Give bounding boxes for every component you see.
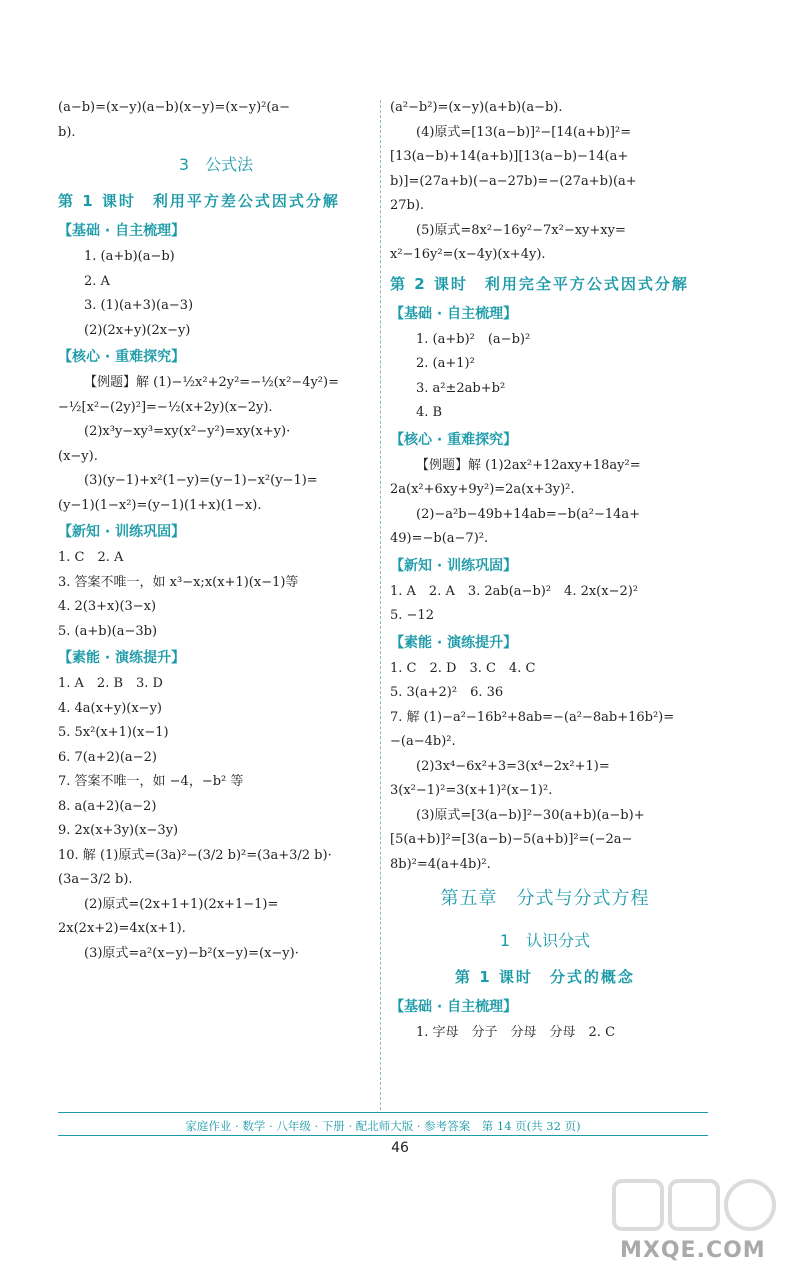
answer-line: (2)(2x+y)(2x−y) bbox=[84, 322, 191, 338]
answer-line: (3)原式=a²(x−y)−b²(x−y)=(x−y)· bbox=[84, 945, 299, 961]
answer-line: 1. A 2. A 3. 2ab(a−b)² 4. 2x(x−2)² bbox=[390, 583, 639, 599]
lesson-title: 第 1 课时 分式的概念 bbox=[455, 968, 635, 986]
answer-line: 7. 解 (1)−a²−16b²+8ab=−(a²−8ab+16b²)= bbox=[390, 709, 675, 725]
section-tag: 【基础 · 自主梳理】 bbox=[390, 305, 518, 322]
answer-line: (4)原式=[13(a−b)]²−[14(a+b)]²= bbox=[416, 124, 632, 140]
answer-line: (5)原式=8x²−16y²−7x²−xy+xy= bbox=[416, 222, 626, 238]
answer-line: x²−16y²=(x−4y)(x+4y). bbox=[390, 247, 546, 262]
answer-line: 3. a²±2ab+b² bbox=[416, 380, 506, 396]
page-number: 46 bbox=[391, 1140, 409, 1156]
answer-line: (3)原式=[3(a−b)]²−30(a+b)(a−b)+ bbox=[416, 807, 645, 823]
footer-rule-top bbox=[58, 1112, 708, 1113]
answer-line: [5(a+b)]²=[3(a−b)−5(a+b)]²=(−2a− bbox=[390, 832, 633, 847]
answer-line: 【例题】解 (1)2ax²+12axy+18ay²= bbox=[416, 457, 641, 473]
answer-line: 49)=−b(a−7)². bbox=[390, 531, 489, 546]
answer-line: 4. 4a(x+y)(x−y) bbox=[58, 700, 162, 716]
lesson-title: 第 1 课时 利用平方差公式因式分解 bbox=[58, 192, 340, 210]
answer-line: 3. 答案不唯一，如 x³−x;x(x+1)(x−1)等 bbox=[58, 574, 299, 590]
answer-line: (a−b)=(x−y)(a−b)(x−y)=(x−y)²(a− bbox=[58, 100, 291, 115]
answer-line: 7. 答案不唯一，如 −4，−b² 等 bbox=[58, 774, 244, 789]
answer-line: (2)3x⁴−6x²+3=3(x⁴−2x²+1)= bbox=[416, 758, 610, 774]
section-tag: 【新知 · 训练巩固】 bbox=[58, 524, 186, 540]
answer-line: (2)−a²b−49b+14ab=−b(a²−14a+ bbox=[416, 506, 641, 522]
answer-line: 8b)²=4(a+4b)². bbox=[390, 856, 491, 872]
section-tag: 【基础 · 自主梳理】 bbox=[58, 223, 186, 239]
footer-rule-bottom bbox=[58, 1135, 708, 1136]
answer-line: 5. (a+b)(a−3b) bbox=[58, 623, 158, 639]
answer-line: 1. A 2. B 3. D bbox=[58, 676, 163, 691]
chapter-title: 第五章 分式与分式方程 bbox=[440, 888, 650, 909]
answer-line: 6. 7(a+2)(a−2) bbox=[58, 749, 157, 765]
answer-line: 1. 字母 分子 分母 分母 2. C bbox=[416, 1025, 616, 1040]
answer-line: 9. 2x(x+3y)(x−3y) bbox=[58, 823, 179, 838]
section-tag: 【素能 · 演练提升】 bbox=[390, 634, 518, 651]
section-tag: 【素能 · 演练提升】 bbox=[58, 650, 186, 666]
answer-line: 10. 解 (1)原式=(3a)²−(3/2 b)²=(3a+3/2 b)· bbox=[58, 847, 332, 863]
answer-line: 4. B bbox=[416, 405, 443, 420]
answer-line: (2)原式=(2x+1+1)(2x+1−1)= bbox=[84, 896, 279, 912]
answer-line: 【例题】解 (1)−½x²+2y²=−½(x²−4y²)= bbox=[84, 375, 339, 390]
answer-line: −(a−4b)². bbox=[390, 734, 456, 749]
answer-line: 1. C 2. D 3. C 4. C bbox=[390, 660, 536, 676]
answer-line: 27b). bbox=[390, 198, 425, 213]
right-column bbox=[390, 96, 700, 1046]
column-divider bbox=[380, 100, 381, 1110]
answer-line: (y−1)(1−x²)=(y−1)(1+x)(1−x). bbox=[58, 497, 262, 513]
answer-line: 1. (a+b)(a−b) bbox=[84, 249, 175, 264]
section-title: 3 公式法 bbox=[178, 155, 254, 174]
answer-line: 5. −12 bbox=[390, 608, 434, 623]
answer-line: (3)(y−1)+x²(1−y)=(y−1)−x²(y−1)= bbox=[84, 473, 318, 488]
answer-line: 2. A bbox=[84, 273, 110, 289]
answer-line: 8. a(a+2)(a−2) bbox=[58, 798, 157, 814]
answer-line: 2. (a+1)² bbox=[416, 356, 475, 371]
answer-line: 2x(2x+2)=4x(x+1). bbox=[58, 921, 186, 936]
answer-line: (3a−3/2 b). bbox=[58, 872, 133, 887]
answer-line: (x−y). bbox=[58, 448, 98, 464]
answer-line: 3. (1)(a+3)(a−3) bbox=[84, 298, 194, 313]
lesson-title: 第 2 课时 利用完全平方公式因式分解 bbox=[390, 274, 689, 293]
section-tag: 【核心 · 重难探究】 bbox=[58, 349, 186, 365]
answer-line: [13(a−b)+14(a+b)][13(a−b)−14(a+ bbox=[390, 149, 629, 164]
answer-line: 2a(x²+6xy+9y²)=2a(x+3y)². bbox=[390, 482, 575, 497]
section-tag: 【基础 · 自主梳理】 bbox=[390, 999, 518, 1015]
footer-text: 家庭作业 · 数学 · 八年级 · 下册 · 配北师大版 · 参考答案 第 14 页(共 32 页) bbox=[185, 1119, 581, 1133]
watermark-text: MXQE.COM bbox=[620, 1238, 766, 1263]
answer-line: 1. C 2. A bbox=[58, 550, 124, 565]
answer-line: (2)x³y−xy³=xy(x²−y²)=xy(x+y)· bbox=[84, 424, 291, 439]
answer-line: −½[x²−(2y)²]=−½(x+2y)(x−2y). bbox=[58, 399, 273, 415]
answer-line: 1. (a+b)² (a−b)² bbox=[416, 331, 531, 347]
answer-line: b). bbox=[58, 124, 76, 140]
section-tag: 【核心 · 重难探究】 bbox=[390, 431, 518, 448]
section-tag: 【新知 · 训练巩固】 bbox=[390, 557, 518, 574]
answer-line: 3(x²−1)²=3(x+1)²(x−1)². bbox=[390, 783, 553, 798]
answer-line: 4. 2(3+x)(3−x) bbox=[58, 599, 157, 614]
answer-line: 5. 5x²(x+1)(x−1) bbox=[58, 725, 169, 740]
answer-line: 5. 3(a+2)² 6. 36 bbox=[390, 685, 504, 700]
left-column bbox=[58, 96, 374, 966]
answer-line: (a²−b²)=(x−y)(a+b)(a−b). bbox=[390, 100, 563, 115]
answer-line: b)]=(27a+b)(−a−27b)=−(27a+b)(a+ bbox=[390, 173, 637, 189]
section-title: 1 认识分式 bbox=[499, 931, 591, 950]
